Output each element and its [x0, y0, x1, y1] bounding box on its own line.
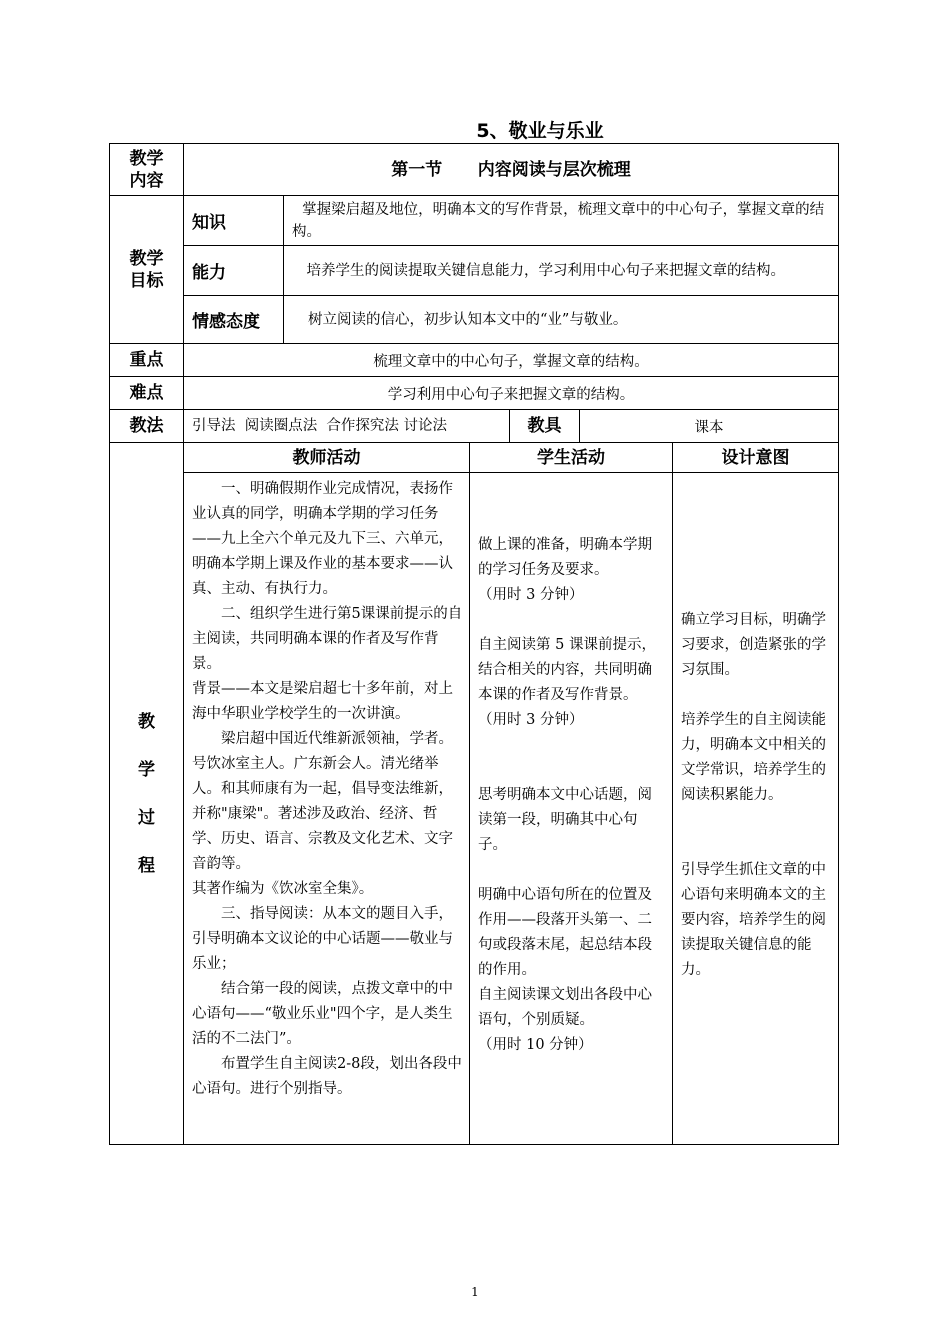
- design-paragraph: 培养学生的自主阅读能力，明确本文中相关的文学常识，培养学生的阅读积累能力。: [681, 712, 826, 803]
- attitude-label: 情感态度: [184, 296, 284, 344]
- process-char: 学: [138, 759, 155, 780]
- teacher-header: 教师活动: [184, 443, 470, 473]
- design-intentions: [673, 473, 839, 1145]
- teacher-paragraph: 三、指导阅读：从本文的题目入手，引导明确本文议论的中心话题——敬业与乐业；: [192, 906, 453, 972]
- process-char: 过: [138, 807, 155, 828]
- process-label: [110, 443, 184, 1145]
- student-header: 学生活动: [470, 443, 673, 473]
- page-title: 5、敬业与乐业: [476, 120, 604, 142]
- student-paragraph: 明确中心语句所在的位置及作用——段落开头第一、二句或段落末尾，起总结本段的作用。: [478, 887, 652, 978]
- design-paragraph: 引导学生抓住文章的中心语句来明确本文的主要内容，培养学生的阅读提取关键信息的能力。: [681, 862, 826, 978]
- attitude-text: 树立阅读的信心，初步认知本文中的“业”与敬业。: [284, 296, 839, 344]
- method-label: 教法: [110, 410, 184, 443]
- teacher-paragraph: 布置学生自主阅读2-8段，划出各段中心语句。进行个别指导。: [192, 1056, 462, 1097]
- key-text: 梳理文章中的中心句子，掌握文章的结构。: [184, 344, 839, 377]
- student-time: （用时 3 分钟）: [478, 587, 584, 603]
- page-number: 1: [471, 1285, 479, 1299]
- method-text: 引导法 阅读圈点法 合作探究法 讨论法: [184, 410, 510, 443]
- teacher-paragraph: 二、组织学生进行第5课课前提示的自主阅读，共同明确本课的作者及写作背景。: [192, 606, 463, 672]
- student-time: （用时 3 分钟）: [478, 712, 584, 728]
- teacher-paragraph: 其著作编为《饮冰室全集》。: [192, 881, 374, 897]
- teacher-paragraph: 一、明确假期作业完成情况，表扬作业认真的同学，明确本学期的学习任务——九上全六个单元及九下三、六单元，明确本学期上课及作业的基本要求——认真、主动、有执行力。: [192, 481, 453, 597]
- student-paragraph: 自主阅读第 5 课课前提示，结合相关的内容，共同明确本课的作者及写作背景。: [478, 637, 656, 703]
- ability-text: 培养学生的阅读提取关键信息能力，学习利用中心句子来把握文章的结构。: [284, 246, 839, 296]
- tools-text: 课本: [580, 410, 839, 443]
- process-char: 程: [138, 855, 155, 876]
- teacher-paragraph: 背景——本文是梁启超七十多年前，对上海中华职业学校学生的一次讲演。: [192, 681, 453, 722]
- student-paragraph: 自主阅读课文划出各段中心语句，个别质疑。: [478, 987, 652, 1028]
- goals-label: 教学目标: [110, 196, 184, 344]
- teacher-paragraph: 梁启超中国近代维新派领袖，学者。 号饮冰室主人。广东新会人。清光绪举人。和其师康有为一起，倡导变法维新，并称"康梁"。著述涉及政治、经济、哲学、历史、语言、宗教及文化艺术、文字音韵等。: [192, 731, 453, 872]
- design-paragraph: 确立学习目标，明确学习要求，创造紧张的学习氛围。: [681, 612, 826, 678]
- tools-label: 教具: [510, 410, 580, 443]
- student-paragraph: 做上课的准备，明确本学期的学习任务及要求。: [478, 537, 652, 578]
- process-char: 教: [138, 711, 155, 732]
- ability-label: 能力: [184, 246, 284, 296]
- student-time: （用时 10 分钟）: [478, 1037, 593, 1053]
- teacher-activities: [184, 473, 470, 1145]
- difficulty-text: 学习利用中心句子来把握文章的结构。: [184, 377, 839, 410]
- student-paragraph: 思考明确本文中心话题，阅读第一段，明确其中心句子。: [478, 787, 652, 853]
- teacher-paragraph: 结合第一段的阅读，点拨文章中的中心语句——“敬业乐业"四个字，是人类生活的不二法门”。: [192, 981, 453, 1047]
- lesson-plan-table: [109, 143, 839, 1145]
- knowledge-text: 掌握梁启超及地位，明确本文的写作背景，梳理文章中的中心句子，掌握文章的结构。: [284, 196, 839, 246]
- key-label: 重点: [110, 344, 184, 377]
- section-title: 第一节 内容阅读与层次梳理: [184, 144, 839, 196]
- difficulty-label: 难点: [110, 377, 184, 410]
- design-header: 设计意图: [673, 443, 839, 473]
- knowledge-label: 知识: [184, 196, 284, 246]
- student-activities: [470, 473, 673, 1145]
- content-label: 教学内容: [110, 144, 184, 196]
